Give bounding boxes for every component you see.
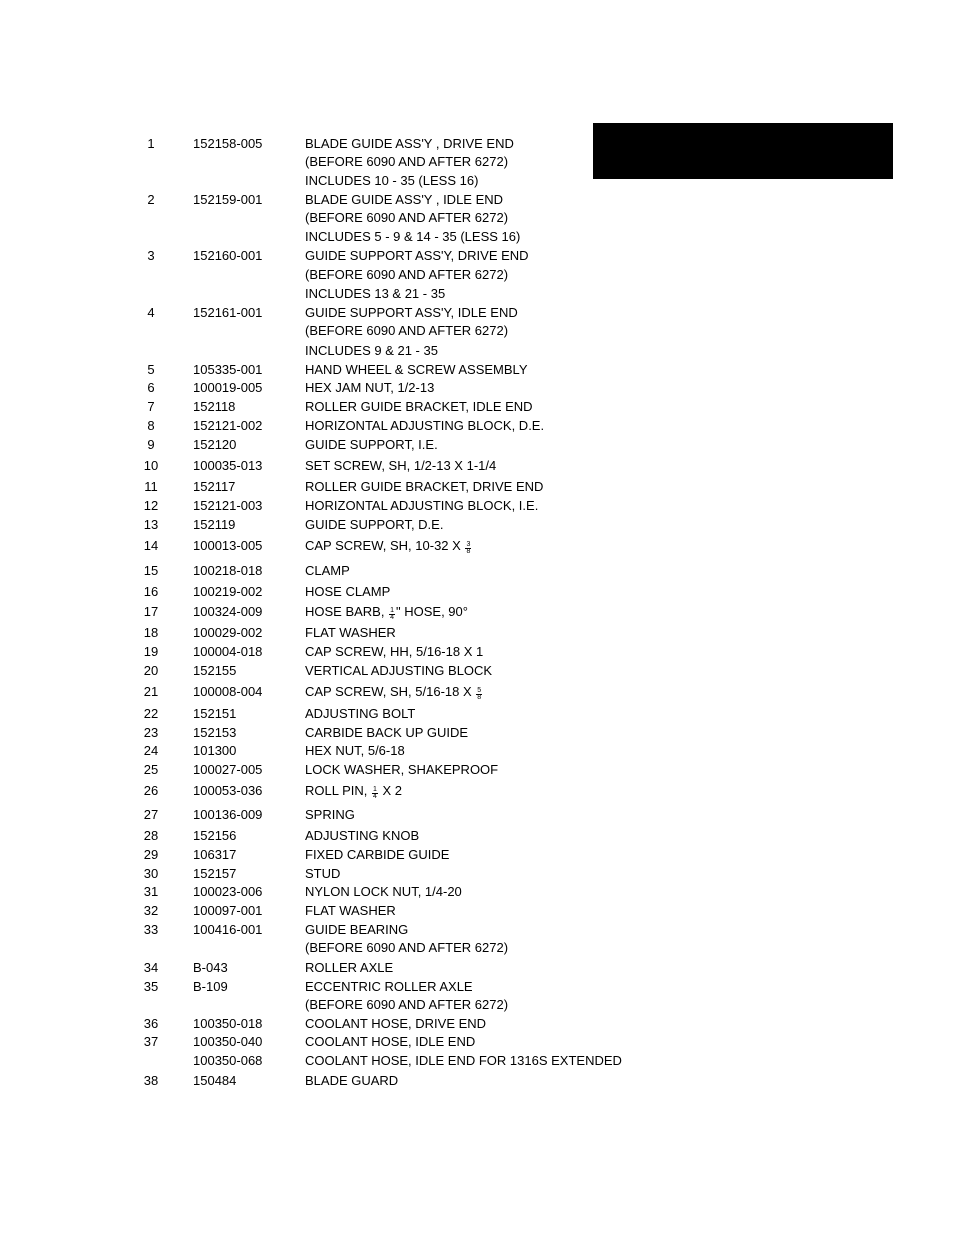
description-text: BLADE GUIDE ASS'Y , IDLE END (305, 192, 504, 207)
item-number: 14 (143, 538, 159, 553)
parts-row (0, 902, 900, 920)
part-description (305, 342, 438, 360)
parts-row (0, 436, 900, 454)
description-text: (BEFORE 6090 AND AFTER 6272) (305, 997, 509, 1012)
description-suffix: X 2 (378, 783, 403, 798)
parts-row (0, 643, 900, 661)
item-number: 35 (143, 979, 159, 994)
description-text: HORIZONTAL ADJUSTING BLOCK, I.E. (305, 498, 539, 513)
description-text: ROLLER AXLE (305, 960, 394, 975)
part-number: 101300 (193, 743, 237, 758)
part-number: 100019-005 (193, 380, 263, 395)
item-number: 38 (143, 1073, 159, 1088)
part-description (305, 583, 390, 601)
item-number: 11 (144, 479, 158, 494)
item-number: 3 (147, 248, 155, 263)
part-number: 152159-001 (193, 192, 263, 207)
parts-row (0, 603, 900, 621)
part-number: B-043 (193, 960, 228, 975)
part-description (305, 516, 443, 534)
part-description (305, 228, 520, 246)
fraction (476, 688, 482, 701)
part-description (305, 153, 508, 171)
part-description (305, 457, 496, 475)
part-description (305, 662, 492, 680)
description-text: SPRING (305, 807, 355, 822)
parts-row (0, 153, 900, 171)
part-number: 100004-018 (193, 644, 263, 659)
part-number: 152153 (193, 725, 237, 740)
part-description (305, 304, 518, 322)
item-number: 13 (143, 517, 159, 532)
item-number: 15 (143, 563, 159, 578)
description-text: COOLANT HOSE, IDLE END FOR 1316S EXTENDED (305, 1053, 622, 1068)
parts-row (0, 322, 900, 340)
description-text: FLAT WASHER (305, 903, 396, 918)
part-description (305, 1052, 622, 1070)
description-text: CARBIDE BACK UP GUIDE (305, 725, 469, 740)
item-number: 37 (143, 1034, 159, 1049)
item-number: 4 (147, 305, 155, 320)
parts-row (0, 342, 900, 360)
description-text: NYLON LOCK NUT, 1/4-20 (305, 884, 462, 899)
part-number: 152158-005 (193, 136, 263, 151)
fraction (372, 787, 378, 800)
part-number: 100350-040 (193, 1034, 263, 1049)
parts-row (0, 782, 900, 800)
description-text: CAP SCREW, HH, 5/16-18 X 1 (305, 644, 484, 659)
fraction (465, 542, 471, 555)
parts-row (0, 742, 900, 760)
part-number: 105335-001 (193, 362, 263, 377)
parts-row (0, 724, 900, 742)
item-number: 34 (143, 960, 159, 975)
part-description (305, 322, 508, 340)
parts-row (0, 959, 900, 977)
description-text: ADJUSTING BOLT (305, 706, 416, 721)
item-number: 1 (147, 136, 155, 151)
item-number: 36 (143, 1016, 159, 1031)
description-text: HORIZONTAL ADJUSTING BLOCK, D.E. (305, 418, 545, 433)
parts-row (0, 806, 900, 824)
part-description (305, 172, 478, 190)
description-suffix: " HOSE, 90° (396, 604, 468, 619)
part-number: 100136-009 (193, 807, 263, 822)
part-number: 100416-001 (193, 922, 263, 937)
part-description (305, 135, 514, 153)
description-text: ADJUSTING KNOB (305, 828, 420, 843)
description-text: ROLLER GUIDE BRACKET, DRIVE END (305, 479, 544, 494)
part-number: 100053-036 (193, 783, 263, 798)
parts-row (0, 228, 900, 246)
item-number: 21 (143, 684, 159, 699)
part-number: 100219-002 (193, 584, 263, 599)
description-text: INCLUDES 9 & 21 - 35 (305, 343, 438, 358)
part-description (305, 417, 544, 435)
parts-row (0, 285, 900, 303)
parts-row (0, 266, 900, 284)
item-number: 27 (143, 807, 159, 822)
part-description (305, 827, 419, 845)
fraction (389, 608, 395, 621)
parts-row (0, 537, 900, 555)
parts-row (0, 624, 900, 642)
parts-row (0, 562, 900, 580)
item-number: 29 (143, 847, 159, 862)
part-number: 100013-005 (193, 538, 263, 553)
part-number: 152155 (193, 663, 237, 678)
item-number: 18 (143, 625, 159, 640)
parts-row (0, 1033, 900, 1051)
part-description (305, 846, 449, 864)
part-description (305, 902, 396, 920)
part-description (305, 959, 393, 977)
parts-row (0, 497, 900, 515)
description-text: GUIDE SUPPORT, I.E. (305, 437, 438, 452)
item-number: 16 (143, 584, 159, 599)
part-description (305, 379, 434, 397)
description-text: BLADE GUARD (305, 1073, 399, 1088)
description-text: HOSE BARB, (305, 604, 385, 619)
fraction-numerator: 5 (477, 687, 482, 694)
parts-row (0, 172, 900, 190)
part-description (305, 361, 528, 379)
fraction-denominator: 8 (466, 548, 471, 555)
fraction-denominator: 8 (477, 694, 482, 701)
part-description (305, 398, 533, 416)
parts-row (0, 1052, 900, 1070)
parts-row (0, 1015, 900, 1033)
item-number: 26 (143, 783, 159, 798)
description-text: STUD (305, 866, 341, 881)
parts-row (0, 191, 900, 209)
description-text: BLADE GUIDE ASS'Y , DRIVE END (305, 136, 514, 151)
description-text: CAP SCREW, SH, 10-32 X (305, 538, 461, 553)
parts-row (0, 761, 900, 779)
part-number: B-109 (193, 979, 228, 994)
part-number: 152117 (193, 479, 236, 494)
description-text: (BEFORE 6090 AND AFTER 6272) (305, 154, 509, 169)
description-text: INCLUDES 10 - 35 (LESS 16) (305, 173, 479, 188)
item-number: 33 (143, 922, 159, 937)
part-number: 152161-001 (193, 305, 263, 320)
item-number: 10 (143, 458, 159, 473)
part-description (305, 883, 462, 901)
description-text: SET SCREW, SH, 1/2-13 X 1-1/4 (305, 458, 497, 473)
fraction-denominator: 4 (390, 614, 394, 621)
item-number: 7 (147, 399, 155, 414)
part-number: 152156 (193, 828, 237, 843)
description-text: GUIDE SUPPORT ASS'Y, IDLE END (305, 305, 518, 320)
parts-row (0, 827, 900, 845)
item-number: 30 (143, 866, 159, 881)
item-number: 23 (143, 725, 159, 740)
parts-row (0, 1072, 900, 1090)
item-number: 24 (143, 743, 159, 758)
description-text: COOLANT HOSE, DRIVE END (305, 1016, 487, 1031)
part-description (305, 478, 543, 496)
part-description (305, 865, 340, 883)
part-description (305, 624, 396, 642)
item-number: 22 (143, 706, 159, 721)
description-text: COOLANT HOSE, IDLE END (305, 1034, 476, 1049)
part-description (305, 683, 483, 701)
part-number: 100324-009 (193, 604, 263, 619)
part-number: 152121-002 (193, 418, 263, 433)
part-number: 152118 (193, 399, 236, 414)
part-number: 100218-018 (193, 563, 263, 578)
item-number: 17 (143, 604, 159, 619)
fraction-denominator: 4 (373, 793, 377, 800)
item-number: 19 (143, 644, 159, 659)
part-number: 152121-003 (193, 498, 263, 513)
parts-row (0, 478, 900, 496)
description-text: (BEFORE 6090 AND AFTER 6272) (305, 267, 509, 282)
part-description (305, 436, 438, 454)
item-number: 9 (147, 437, 155, 452)
description-text: HEX NUT, 5/6-18 (305, 743, 405, 758)
parts-row (0, 583, 900, 601)
parts-row (0, 705, 900, 723)
part-description (305, 562, 350, 580)
part-number: 100350-068 (193, 1053, 263, 1068)
part-number: 100027-005 (193, 762, 263, 777)
parts-row (0, 379, 900, 397)
description-text: GUIDE BEARING (305, 922, 409, 937)
description-text: VERTICAL ADJUSTING BLOCK (305, 663, 493, 678)
item-number: 12 (143, 498, 159, 513)
part-description (305, 742, 405, 760)
item-number: 20 (143, 663, 159, 678)
part-description (305, 603, 468, 621)
part-description (305, 285, 445, 303)
item-number: 5 (147, 362, 155, 377)
description-text: CLAMP (305, 563, 350, 578)
part-description (305, 1072, 398, 1090)
parts-row (0, 683, 900, 701)
item-number: 32 (143, 903, 159, 918)
part-number: 152160-001 (193, 248, 263, 263)
part-description (305, 266, 508, 284)
description-text: INCLUDES 13 & 21 - 35 (305, 286, 446, 301)
part-description (305, 939, 508, 957)
description-text: ROLLER GUIDE BRACKET, IDLE END (305, 399, 533, 414)
part-description (305, 537, 472, 555)
description-text: LOCK WASHER, SHAKEPROOF (305, 762, 499, 777)
part-description (305, 724, 468, 742)
part-number: 100029-002 (193, 625, 263, 640)
description-text: HAND WHEEL & SCREW ASSEMBLY (305, 362, 528, 377)
description-text: CAP SCREW, SH, 5/16-18 X (305, 684, 472, 699)
fraction-numerator: 1 (390, 607, 394, 614)
part-description (305, 921, 408, 939)
parts-row (0, 939, 900, 957)
parts-row (0, 417, 900, 435)
part-number: 152120 (193, 437, 237, 452)
description-text: HEX JAM NUT, 1/2-13 (305, 380, 435, 395)
part-number: 150484 (193, 1073, 237, 1088)
item-number: 8 (147, 418, 155, 433)
item-number: 28 (143, 828, 159, 843)
part-number: 152157 (193, 866, 237, 881)
part-number: 100097-001 (193, 903, 263, 918)
part-description (305, 643, 483, 661)
parts-row (0, 135, 900, 153)
parts-row (0, 304, 900, 322)
part-number: 152151 (193, 706, 237, 721)
description-text: FIXED CARBIDE GUIDE (305, 847, 450, 862)
description-text: (BEFORE 6090 AND AFTER 6272) (305, 210, 509, 225)
part-description (305, 978, 473, 996)
parts-row (0, 361, 900, 379)
part-number: 100350-018 (193, 1016, 263, 1031)
parts-row (0, 996, 900, 1014)
parts-row (0, 883, 900, 901)
parts-row (0, 516, 900, 534)
part-description (305, 247, 529, 265)
part-description (305, 1033, 475, 1051)
description-text: ROLL PIN, (305, 783, 368, 798)
parts-row (0, 865, 900, 883)
description-text: INCLUDES 5 - 9 & 14 - 35 (LESS 16) (305, 229, 521, 244)
fraction-numerator: 3 (466, 541, 471, 548)
item-number: 2 (147, 192, 155, 207)
parts-row (0, 921, 900, 939)
part-description (305, 705, 415, 723)
item-number: 6 (147, 380, 155, 395)
description-text: ECCENTRIC ROLLER AXLE (305, 979, 473, 994)
part-description (305, 806, 355, 824)
parts-row (0, 978, 900, 996)
part-description (305, 209, 508, 227)
description-text: GUIDE SUPPORT ASS'Y, DRIVE END (305, 248, 529, 263)
parts-row (0, 209, 900, 227)
part-description (305, 761, 498, 779)
part-number: 100023-006 (193, 884, 263, 899)
fraction-numerator: 1 (373, 786, 377, 793)
item-number: 25 (143, 762, 159, 777)
description-text: (BEFORE 6090 AND AFTER 6272) (305, 940, 509, 955)
item-number: 31 (143, 884, 159, 899)
part-description (305, 497, 538, 515)
part-number: 100008-004 (193, 684, 263, 699)
part-number: 106317 (193, 847, 237, 862)
description-text: (BEFORE 6090 AND AFTER 6272) (305, 323, 509, 338)
parts-row (0, 398, 900, 416)
part-description (305, 1015, 486, 1033)
description-text: GUIDE SUPPORT, D.E. (305, 517, 444, 532)
parts-row (0, 247, 900, 265)
parts-row (0, 846, 900, 864)
parts-row (0, 662, 900, 680)
parts-row (0, 457, 900, 475)
part-number: 100035-013 (193, 458, 263, 473)
description-text: FLAT WASHER (305, 625, 396, 640)
description-text: HOSE CLAMP (305, 584, 391, 599)
part-number: 152119 (193, 517, 236, 532)
part-description (305, 782, 402, 800)
part-description (305, 996, 508, 1014)
part-description (305, 191, 503, 209)
